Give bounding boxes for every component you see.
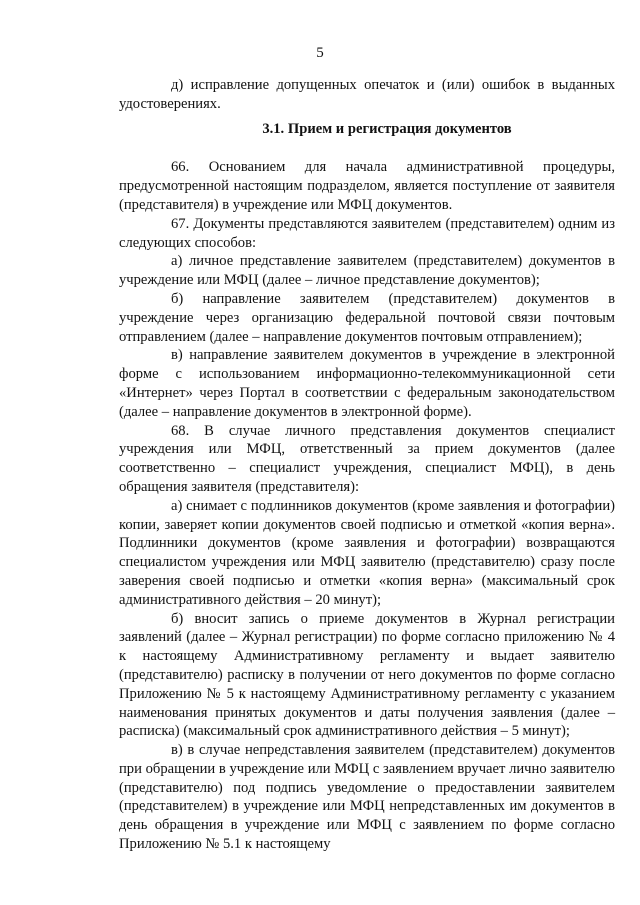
paragraph-68: 68. В случае личного представления документов специалист учреждения или МФЦ, ответственный за прием документов (далее соответственно – специалист учреждения, специалист МФЦ), в день обращения заявителя (представителя): [119,422,615,495]
page-number: 5 [316,45,324,61]
paragraph-67-v: в) направление заявителем документов в учреждение в электронной форме с использованием информационно-телекоммуникационной сети «Интернет» через Портал в соответствии с федеральным законодательством (далее – направление документов в электронной форме). [119,347,615,420]
section-heading: 3.1. Прием и регистрация документов [262,120,512,137]
paragraph-66: 66. Основанием для начала административной процедуры, предусмотренной настоящим подразделом, является поступление от заявителя (представителя) в учреждение или МФЦ документов. [119,159,615,213]
paragraph-67: 67. Документы представляются заявителем (представителем) одним из следующих способов: [119,215,615,251]
paragraph-67-b: б) направление заявителем (представителем) документов в учреждение через организацию федеральной почтовой связи почтовым отправлением (далее – направление документов почтовым отправлением); [119,290,615,345]
paragraph-68-b: б) вносит запись о приеме документов в Журнал регистрации заявлений (далее – Журнал регистрации) по форме согласно приложению № 4 к настоящему Административному регламенту и выдает заявителю (представителю) расписку в получении от него документов по форме согласно Приложению № 5 к настоящему Административному регламенту с указанием наименования принятых документов и даты получения заявления (далее – расписка) (максимальный срок административного действия – 5 минут); [119,610,615,740]
document-body [119,76,615,854]
paragraph-item-d: д) исправление допущенных опечаток и (или) ошибок в выданных удостоверениях. [119,77,615,112]
paragraph-67-a: а) личное представление заявителем (представителем) документов в учреждение или МФЦ (далее – личное представление документов); [119,253,615,289]
paragraph-68-a: а) снимает с подлинников документов (кроме заявления и фотографии) копии, заверяет копии документов своей подписью и отметкой «копия верна». Подлинники документов (кроме заявления и фотографии) возвращаются специалистом учреждения или МФЦ заявителю (представителю) сразу после заверения своей подписью и отметки «копия верна» (максимальный срок административного действия – 20 минут); [119,497,615,608]
paragraph-68-v: в) в случае непредставления заявителем (представителем) документов при обращении в учреждение или МФЦ с заявлением вручает лично заявителю (представителю) под подпись уведомление о предоставлении заявителем (представителем) в учреждение или МФЦ непредставленных им документов в день обращения в учреждение или МФЦ с заявлением по форме согласно Приложению № 5.1 к настоящему [119,742,615,853]
